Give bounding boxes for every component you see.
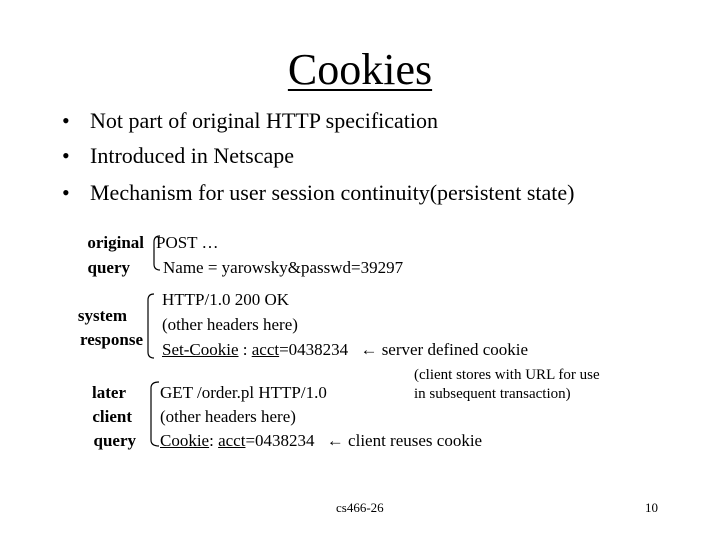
request-headers-line: (other headers here) <box>160 407 296 426</box>
original-label-line2: query <box>87 258 130 277</box>
set-cookie-field: Set-Cookie <box>162 340 239 359</box>
bullet-icon: • <box>62 108 70 133</box>
left-arrow-icon: ← <box>326 431 344 450</box>
bullet-text: Mechanism for user session continuity(persistent state) <box>90 180 575 205</box>
cookie-value: =0438234 <box>245 431 315 450</box>
original-query-line: POST … <box>156 233 219 252</box>
separator: : <box>209 431 219 450</box>
client-note-line1: (client stores with URL for use <box>414 367 600 383</box>
response-headers-line: (other headers here) <box>162 315 298 334</box>
bullet-icon: • <box>62 180 70 205</box>
original-query-line: Name = yarowsky&passwd=39297 <box>163 258 404 277</box>
later-label-line3: query <box>93 431 136 450</box>
separator: : <box>238 340 252 359</box>
later-label-line2: client <box>92 407 132 426</box>
response-status-line: HTTP/1.0 200 OK <box>162 290 290 309</box>
slide-footer: cs466-26 <box>336 500 384 515</box>
left-arrow-icon: ← <box>360 340 378 359</box>
server-annotation: server defined cookie <box>381 340 529 359</box>
system-label-line1: system <box>77 306 127 325</box>
original-label-line1: original <box>87 233 144 252</box>
system-label-line2: response <box>80 330 143 349</box>
later-query-bracket <box>151 382 159 446</box>
cookie-line <box>160 431 482 451</box>
bullet-icon: • <box>62 143 70 168</box>
bullet-text: Not part of original HTTP specification <box>90 108 439 133</box>
client-annotation: client reuses cookie <box>348 431 483 450</box>
cookie-value: =0438234 <box>279 340 349 359</box>
cookie-key: acct <box>218 431 246 450</box>
get-request-line: GET /order.pl HTTP/1.0 <box>160 383 327 402</box>
cookie-key: acct <box>251 340 280 359</box>
later-label-line1: later <box>92 383 126 402</box>
page-number: 10 <box>645 500 658 515</box>
cookie-field: Cookie <box>160 431 210 450</box>
system-response-bracket <box>148 294 154 358</box>
set-cookie-line <box>162 340 528 360</box>
slide-title: Cookies <box>287 45 433 94</box>
client-note-line2: in subsequent transaction) <box>414 386 571 402</box>
bullet-text: Introduced in Netscape <box>90 143 295 168</box>
